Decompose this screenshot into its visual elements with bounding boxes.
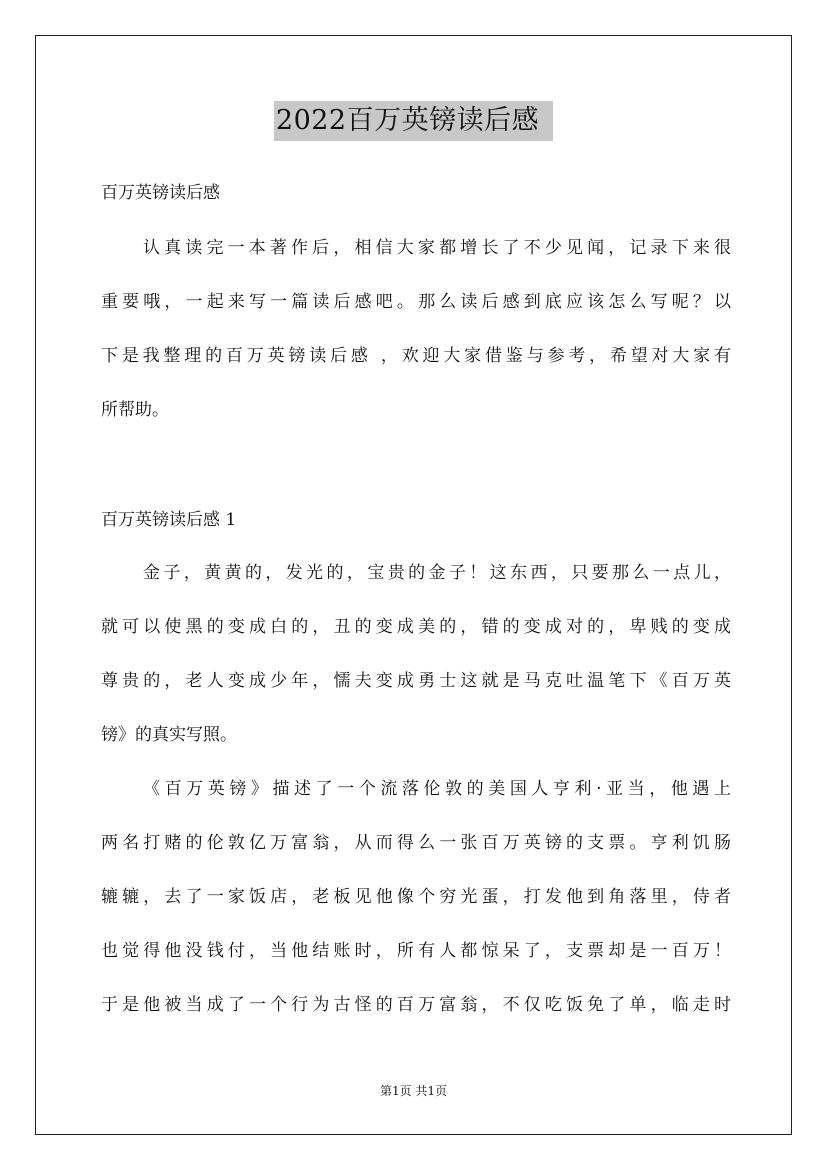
intro-line: 认真读完一本著作后，相信大家都增长了不少见闻，记录下来很 xyxy=(143,238,731,258)
paragraph-line: 尊贵的，老人变成少年，懦夫变成勇士这就是马克吐温笔下《百万英 xyxy=(101,671,731,691)
section1-paragraph-2 xyxy=(101,778,731,1048)
intro-line: 下是我整理的百万英镑读后感 ，欢迎大家借鉴与参考，希望对大家有 xyxy=(101,346,731,366)
paragraph-line: 镑》的真实写照。 xyxy=(101,725,237,745)
intro-paragraph xyxy=(101,237,731,453)
intro-line: 所帮助。 xyxy=(101,400,169,420)
paragraph-line: 就可以使黑的变成白的，丑的变成美的，错的变成对的，卑贱的变成 xyxy=(101,617,731,637)
paragraph-line: 《百万英镑》描述了一个流落伦敦的美国人亨利·亚当，他遇上 xyxy=(143,779,731,799)
document-title: 2022百万英镑读后感 xyxy=(274,101,553,141)
intro-line: 重要哦，一起来写一篇读后感吧。那么读后感到底应该怎么写呢？以 xyxy=(101,292,731,312)
section1-paragraph-1 xyxy=(101,562,731,778)
intro-heading: 百万英镑读后感 xyxy=(101,183,220,203)
paragraph-line: 金子，黄黄的，发光的，宝贵的金子！这东西，只要那么一点儿， xyxy=(143,563,731,583)
paragraph-line: 也觉得他没钱付，当他结账时，所有人都惊呆了，支票却是一百万！ xyxy=(101,941,731,961)
section1-heading: 百万英镑读后感 1 xyxy=(101,510,237,530)
title-container xyxy=(0,101,827,141)
paragraph-line: 辘辘，去了一家饭店，老板见他像个穷光蛋，打发他到角落里，侍者 xyxy=(101,887,731,907)
paragraph-line: 两名打赌的伦敦亿万富翁，从而得么一张百万英镑的支票。亨利饥肠 xyxy=(101,833,731,853)
page-number-footer: 第1页 共1页 xyxy=(379,1084,448,1098)
paragraph-line: 于是他被当成了一个行为古怪的百万富翁，不仅吃饭免了单，临走时 xyxy=(101,995,731,1015)
